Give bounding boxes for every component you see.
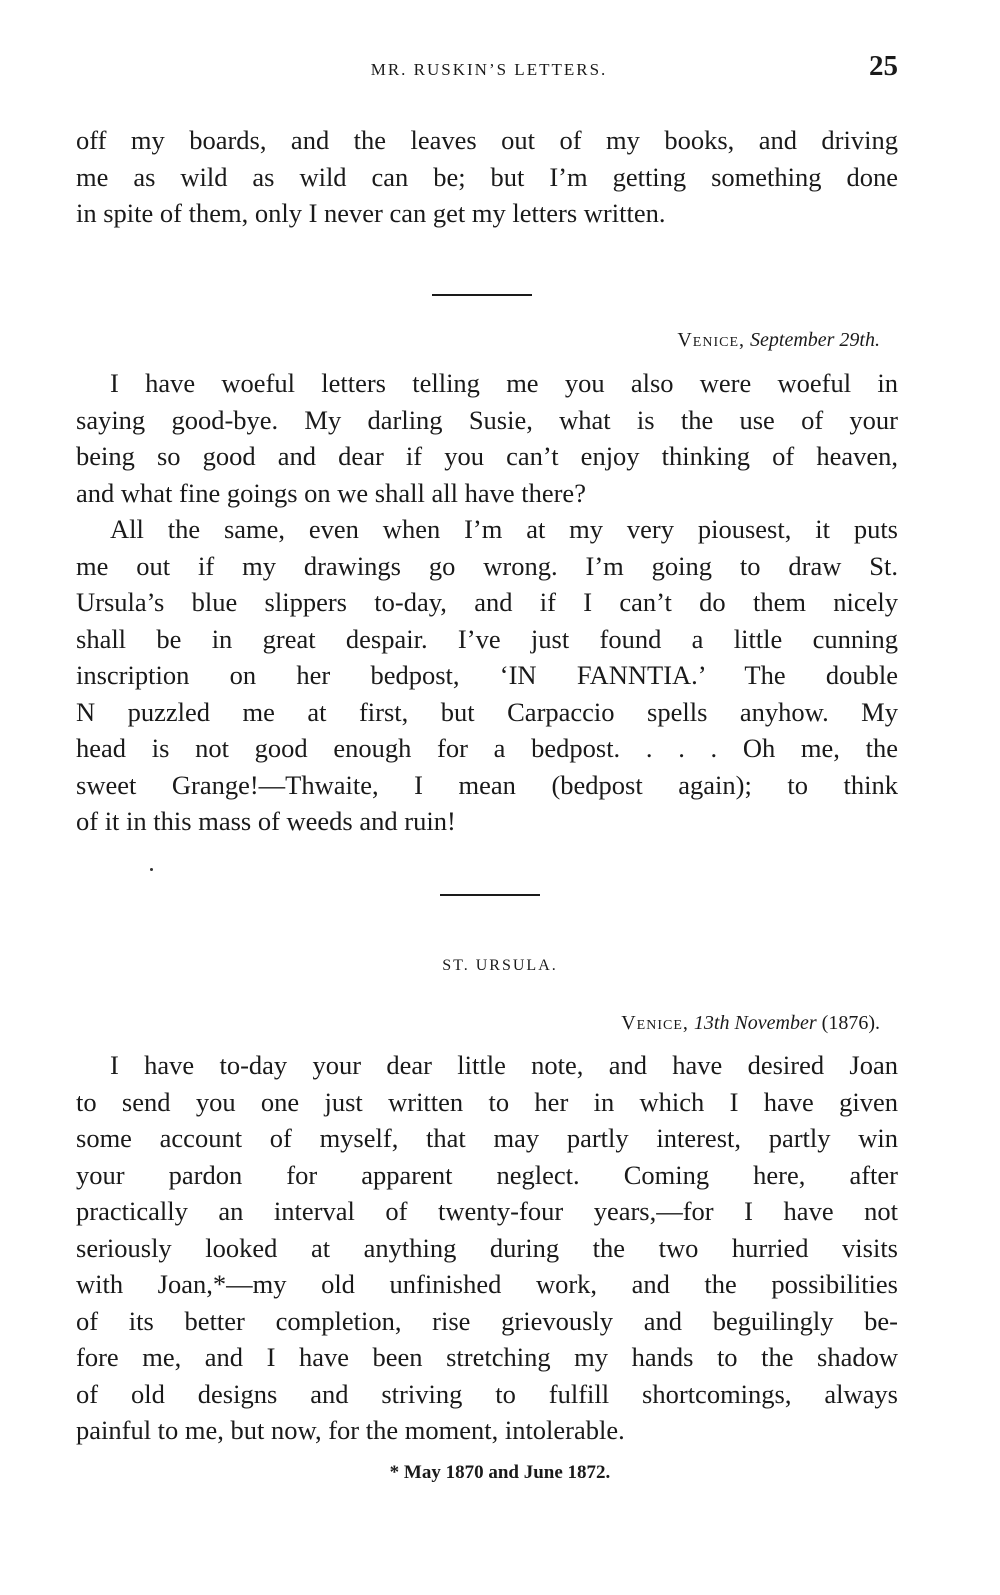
- dateline-november: [621, 1012, 880, 1035]
- text-line: sweet Grange!—Thwaite, I mean (bedpost again); to think: [76, 769, 898, 800]
- section-divider-rule: [440, 894, 540, 896]
- text-line: saying good-bye. My darling Susie, what is the use of your: [76, 404, 898, 435]
- running-title: MR. RUSKIN’S LETTERS.: [370, 60, 608, 79]
- text-line: your pardon for apparent neglect. Coming here, after: [76, 1159, 898, 1190]
- text-line: of its better completion, rise grievously and beguilingly be-: [76, 1305, 898, 1336]
- text-line: off my boards, and the leaves out of my books, and driving: [76, 125, 898, 155]
- text-line: N puzzled me at first, but Carpaccio spells anyhow. My: [76, 696, 898, 727]
- dateline-date: 13th November: [693, 1012, 817, 1034]
- text-line: head is not good enough for a bedpost. . . . Oh me, the: [76, 733, 898, 763]
- dateline-place: Venice,: [677, 329, 746, 351]
- letter-paragraph: [76, 1047, 898, 1449]
- text-line: All the same, even when I’m at my very piousest, it puts: [110, 514, 898, 544]
- text-line: with Joan,*—my old unfinished work, and the possibilities: [76, 1269, 898, 1299]
- text-line: painful to me, but now, for the moment, intolerable.: [76, 1415, 625, 1445]
- text-line: being so good and dear if you can’t enjoy thinking of heaven,: [76, 441, 898, 471]
- text-line: shall be in great despair. I’ve just found a little cunning: [76, 623, 898, 654]
- text-line: in spite of them, only I never can get my letters written.: [76, 198, 666, 228]
- dateline-year: (1876).: [821, 1012, 880, 1034]
- footnote: * May 1870 and June 1872.: [389, 1462, 611, 1483]
- section-heading: ST. URSULA.: [442, 957, 558, 974]
- text-line: fore me, and I have been stretching my hands to the shadow: [76, 1342, 898, 1372]
- running-head: [78, 50, 900, 88]
- text-line: I have to-day your dear little note, and have desired Joan: [110, 1050, 898, 1080]
- letter-paragraph: [76, 511, 898, 840]
- dateline-date: September 29th.: [750, 329, 880, 351]
- text-line: me as wild as wild can be; but I’m getting something done: [76, 161, 898, 192]
- section-divider-rule: [432, 294, 532, 296]
- text-line: of it in this mass of weeds and ruin!: [76, 806, 456, 836]
- text-line: some account of myself, that may partly interest, partly win: [76, 1123, 898, 1153]
- text-line: and what fine goings on we shall all have there?: [76, 477, 586, 508]
- text-line: seriously looked at anything during the two hurried visits: [76, 1232, 898, 1263]
- letter-continuation-paragraph: [76, 122, 898, 232]
- text-line: practically an interval of twenty-four years,—for I have not: [76, 1196, 898, 1226]
- text-line: to send you one just written to her in which I have given: [76, 1086, 898, 1117]
- text-line: inscription on her bedpost, ‘IN FANNTIA.’ The double: [76, 660, 898, 690]
- letter-paragraph: [76, 365, 898, 511]
- text-line: of old designs and striving to fulfill shortcomings, always: [76, 1378, 898, 1409]
- page-number: 25: [869, 50, 898, 82]
- text-line: me out if my drawings go wrong. I’m going to draw St.: [76, 550, 898, 581]
- text-line: Ursula’s blue slippers to-day, and if I can’t do them nicely: [76, 587, 898, 617]
- dateline-september: [677, 329, 880, 352]
- text-line: I have woeful letters telling me you also were woeful in: [110, 368, 898, 398]
- dateline-place: Venice,: [621, 1012, 689, 1034]
- stray-mark: [150, 868, 153, 871]
